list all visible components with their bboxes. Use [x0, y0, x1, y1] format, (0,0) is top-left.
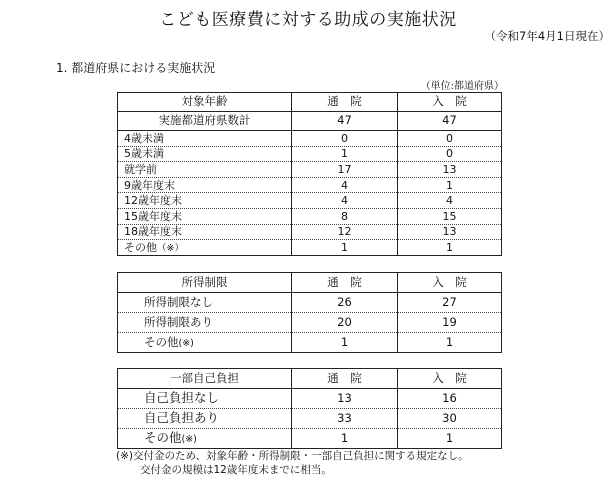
inpatient-value: 13 [398, 162, 502, 178]
table-row [118, 313, 502, 333]
inpatient-value: 30 [398, 409, 502, 429]
table-row [118, 131, 502, 147]
outpatient-value: 8 [292, 208, 398, 224]
footnote-line-1: (※)交付金のため、対象年齢・所得制限・一部自己負担に関する規定なし。 [116, 450, 469, 462]
outpatient-value: 17 [292, 162, 398, 178]
outpatient-value: 20 [292, 313, 398, 333]
copay-table [117, 368, 502, 449]
outpatient-value: 0 [292, 131, 398, 147]
row-label: その他 [124, 240, 157, 254]
table-row-total [118, 112, 502, 131]
row-label: 実施都道府県数計 [118, 112, 292, 131]
as-of-date: （令和7年4月1日現在） [484, 29, 610, 43]
outpatient-value: 1 [292, 146, 398, 162]
outpatient-value: 12 [292, 224, 398, 240]
inpatient-value: 13 [398, 224, 502, 240]
header-inpatient: 入 院 [398, 93, 502, 112]
inpatient-value: 0 [398, 131, 502, 147]
outpatient-value: 1 [292, 429, 398, 449]
inpatient-value: 16 [398, 389, 502, 409]
outpatient-value: 4 [292, 177, 398, 193]
table-row [118, 162, 502, 178]
header-income-limit: 所得制限 [118, 273, 292, 293]
table-row [118, 240, 502, 256]
table-header-row [118, 273, 502, 293]
row-label-other [118, 240, 292, 256]
table-row [118, 429, 502, 449]
row-label: 自己負担あり [118, 409, 292, 429]
row-label: 18歳年度末 [118, 224, 292, 240]
header-inpatient: 入 院 [398, 273, 502, 293]
table-row [118, 389, 502, 409]
row-label: 就学前 [118, 162, 292, 178]
inpatient-value: 19 [398, 313, 502, 333]
header-outpatient: 通 院 [292, 273, 398, 293]
outpatient-value: 33 [292, 409, 398, 429]
footnote-line-2: 交付金の規模は12歳年度末までに相当。 [140, 464, 332, 476]
row-label-other [118, 429, 292, 449]
inpatient-value: 1 [398, 429, 502, 449]
unit-label: （単位:都道府県） [420, 81, 504, 92]
table-header-row [118, 369, 502, 389]
table-row [118, 208, 502, 224]
header-copay: 一部自己負担 [118, 369, 292, 389]
inpatient-value: 1 [398, 240, 502, 256]
row-label: 自己負担なし [118, 389, 292, 409]
table-row [118, 193, 502, 209]
income-limit-table [117, 272, 502, 353]
header-inpatient: 入 院 [398, 369, 502, 389]
row-label-other [118, 333, 292, 353]
inpatient-value: 1 [398, 333, 502, 353]
row-label: 12歳年度末 [118, 193, 292, 209]
outpatient-value: 4 [292, 193, 398, 209]
note-mark: (※) [181, 434, 197, 446]
inpatient-value: 0 [398, 146, 502, 162]
outpatient-value: 47 [292, 112, 398, 131]
document-title: こども医療費に対する助成の実施状況 [159, 10, 457, 30]
section-heading: 1. 都道府県における実施状況 [56, 61, 216, 75]
outpatient-value: 1 [292, 333, 398, 353]
row-label: その他 [144, 430, 182, 446]
row-label: 5歳未満 [118, 146, 292, 162]
table-row [118, 293, 502, 313]
footnote [116, 449, 469, 477]
note-mark: (※) [178, 337, 194, 349]
table-header-row [118, 93, 502, 112]
table-row [118, 409, 502, 429]
table-row [118, 177, 502, 193]
table-row [118, 224, 502, 240]
header-outpatient: 通 院 [292, 93, 398, 112]
table-row [118, 333, 502, 353]
inpatient-value: 1 [398, 177, 502, 193]
header-outpatient: 通 院 [292, 369, 398, 389]
row-label: 4歳未満 [118, 131, 292, 147]
header-age: 対象年齢 [118, 93, 292, 112]
table-row [118, 146, 502, 162]
outpatient-value: 1 [292, 240, 398, 256]
row-label: 9歳年度末 [118, 177, 292, 193]
row-label: その他 [144, 334, 179, 349]
inpatient-value: 4 [398, 193, 502, 209]
row-label: 所得制限あり [118, 313, 292, 333]
outpatient-value: 26 [292, 293, 398, 313]
inpatient-value: 47 [398, 112, 502, 131]
inpatient-value: 27 [398, 293, 502, 313]
outpatient-value: 13 [292, 389, 398, 409]
age-table [117, 92, 502, 256]
row-label: 15歳年度末 [118, 208, 292, 224]
note-mark: （※） [157, 242, 184, 254]
row-label: 所得制限なし [118, 293, 292, 313]
inpatient-value: 15 [398, 208, 502, 224]
